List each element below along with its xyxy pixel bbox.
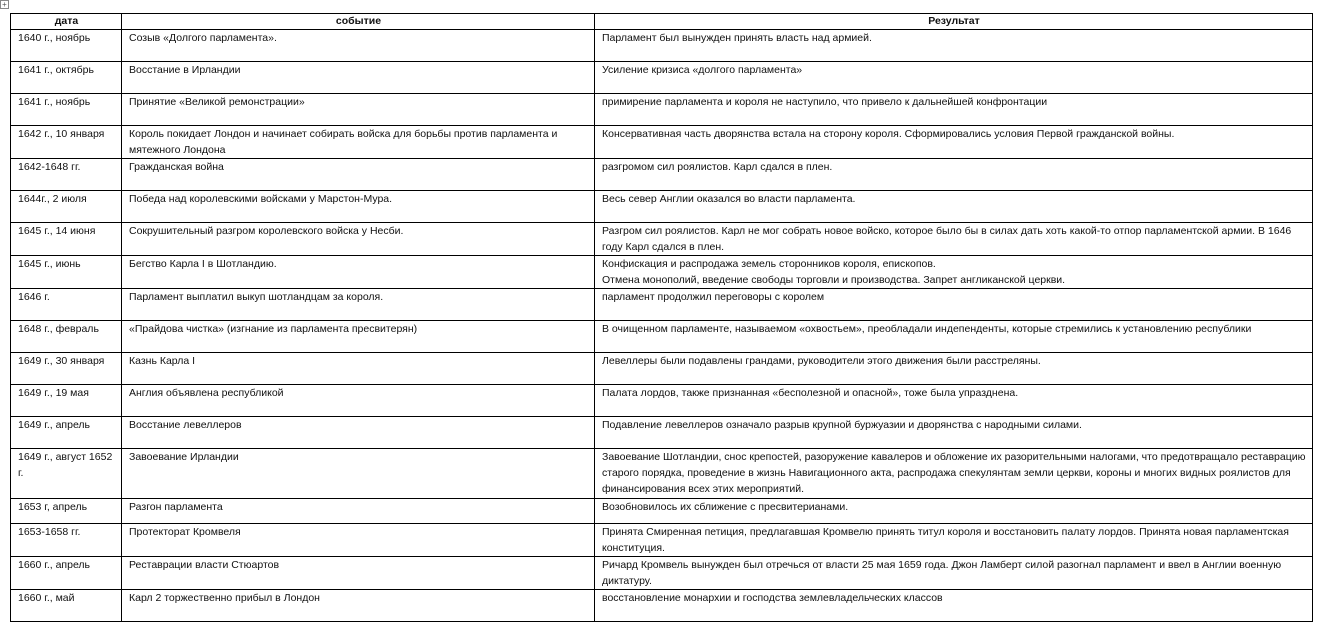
table-row [11, 223, 1313, 256]
cell-date: 1649 г., 19 мая [11, 385, 122, 417]
cell-result [595, 126, 1313, 159]
cell-result-line: Консервативная часть дворянства встала на сторону короля. Сформировались условия Первой гражданской войны. [602, 128, 1175, 140]
cell-date: 1649 г., 30 января [11, 353, 122, 385]
cell-result-line: парламент продолжил переговоры с королем [602, 291, 825, 303]
cell-result [595, 353, 1313, 385]
table-row [11, 256, 1313, 289]
cell-date: 1648 г., февраль [11, 321, 122, 353]
table-row [11, 159, 1313, 191]
table-row [11, 417, 1313, 449]
cell-result-line: разгромом сил роялистов. Карл сдался в плен. [602, 161, 833, 173]
cell-date: 1645 г., 14 июня [11, 223, 122, 256]
table-row [11, 30, 1313, 62]
cell-date: 1653-1658 гг. [11, 524, 122, 557]
cell-result-line: В очищенном парламенте, называемом «охвостьем», преобладали индепенденты, которые стремились к установлению республики [602, 323, 1252, 335]
cell-result-line: Парламент был вынужден принять власть над армией. [602, 32, 872, 44]
cell-result [595, 159, 1313, 191]
cell-event: Победа над королевскими войсками у Марстон-Мура. [122, 191, 595, 223]
cell-result [595, 256, 1313, 289]
cell-date: 1642-1648 гг. [11, 159, 122, 191]
cell-result-line: примирение парламента и короля не наступило, что привело к дальнейшей конфронтации [602, 96, 1048, 108]
history-table [10, 13, 1313, 622]
cell-result-line: Усиление кризиса «долгого парламента» [602, 64, 803, 76]
table-row [11, 449, 1313, 499]
cell-date: 1645 г., июнь [11, 256, 122, 289]
cell-event: Казнь Карла I [122, 353, 595, 385]
cell-event: Восстание в Ирландии [122, 62, 595, 94]
cell-result-line: Отмена монополий, введение свободы торговли и производства. Запрет англиканской церкви. [602, 274, 1066, 286]
column-header-date: дата [11, 14, 122, 30]
cell-event: «Прайдова чистка» (изгнание из парламента пресвитерян) [122, 321, 595, 353]
cell-event: Реставрации власти Стюартов [122, 557, 595, 590]
cell-date: 1646 г. [11, 289, 122, 321]
table-row [11, 62, 1313, 94]
table-row [11, 191, 1313, 223]
cell-event: Гражданская война [122, 159, 595, 191]
cell-result [595, 385, 1313, 417]
cell-event: Парламент выплатил выкуп шотландцам за короля. [122, 289, 595, 321]
cell-event: Король покидает Лондон и начинает собирать войска для борьбы против парламента и мятежного Лондона [122, 126, 595, 159]
cell-result [595, 417, 1313, 449]
cell-date: 1641 г., октябрь [11, 62, 122, 94]
cell-result-line: Ричард Кромвель вынужден был отречься от власти 25 мая 1659 года. Джон Ламберт силой разогнал парламент и ввел в Англии военную диктатуру. [602, 559, 1282, 587]
cell-result-line: Завоевание Шотландии, снос крепостей, разоружение кавалеров и обложение их разорительными налогами, что предотвращало реставрацию старого порядка, проведение в жизнь Навигационного акта, распродажа спекулянтам земли церкви, короны и многих видных роялистов для финансирования всех этих мероприятий. [602, 451, 1306, 495]
cell-date: 1640 г., ноябрь [11, 30, 122, 62]
cell-date: 1660 г., апрель [11, 557, 122, 590]
cell-event: Бегство Карла I в Шотландию. [122, 256, 595, 289]
cell-date: 1641 г., ноябрь [11, 94, 122, 126]
table-body [11, 30, 1313, 622]
table-row [11, 499, 1313, 524]
cell-result [595, 590, 1313, 622]
table-row [11, 385, 1313, 417]
cell-result-line: Весь север Англии оказался во власти парламента. [602, 193, 856, 205]
cell-event: Восстание левеллеров [122, 417, 595, 449]
cell-event: Сокрушительный разгром королевского войска у Несби. [122, 223, 595, 256]
table-row [11, 321, 1313, 353]
cell-result [595, 321, 1313, 353]
cell-result-line: Возобновилось их сближение с пресвитерианами. [602, 501, 849, 513]
cell-result [595, 289, 1313, 321]
cell-date: 1649 г., август 1652 г. [11, 449, 122, 499]
table-row [11, 557, 1313, 590]
cell-date: 1644г., 2 июля [11, 191, 122, 223]
cell-result [595, 499, 1313, 524]
cell-date: 1660 г., май [11, 590, 122, 622]
cell-result [595, 94, 1313, 126]
cell-result-line: Левеллеры были подавлены грандами, руководители этого движения были расстреляны. [602, 355, 1041, 367]
table-row [11, 94, 1313, 126]
cell-result-line: Подавление левеллеров означало разрыв крупной буржуазии и дворянства с народными силами. [602, 419, 1082, 431]
column-header-result: Результат [595, 14, 1313, 30]
cell-event: Разгон парламента [122, 499, 595, 524]
cell-result-line: Разгром сил роялистов. Карл не мог собрать новое войско, которое было бы в силах дать хоть какой-то отпор парламентской армии. В 1646 году Карл сдался в плен. [602, 225, 1292, 253]
table-row [11, 289, 1313, 321]
cell-event: Карл 2 торжественно прибыл в Лондон [122, 590, 595, 622]
cell-result-line: Палата лордов, также признанная «бесполезной и опасной», тоже была упразднена. [602, 387, 1019, 399]
cell-event: Созыв «Долгого парламента». [122, 30, 595, 62]
cell-date: 1642 г., 10 января [11, 126, 122, 159]
cell-date: 1653 г, апрель [11, 499, 122, 524]
table-row [11, 590, 1313, 622]
cell-result [595, 223, 1313, 256]
cell-event: Принятие «Великой ремонстрации» [122, 94, 595, 126]
cell-result [595, 524, 1313, 557]
cell-result-line: восстановление монархии и господства землевладельческих классов [602, 592, 943, 604]
cell-event: Англия объявлена республикой [122, 385, 595, 417]
table-row [11, 524, 1313, 557]
cell-result [595, 30, 1313, 62]
table-header-row [11, 14, 1313, 30]
table-row [11, 353, 1313, 385]
cell-result-line: Конфискация и распродажа земель сторонников короля, епископов. [602, 258, 936, 270]
cell-result [595, 557, 1313, 590]
cell-result [595, 449, 1313, 499]
column-header-event: событие [122, 14, 595, 30]
cell-result-line: Принята Смиренная петиция, предлагавшая Кромвелю принять титул короля и восстановить палату лордов. Принята новая парламентская конституция. [602, 526, 1289, 554]
move-cross-icon[interactable]: + [0, 0, 9, 9]
table-row [11, 126, 1313, 159]
cell-date: 1649 г., апрель [11, 417, 122, 449]
cell-event: Завоевание Ирландии [122, 449, 595, 499]
cell-result [595, 62, 1313, 94]
cell-event: Протекторат Кромвеля [122, 524, 595, 557]
cell-result [595, 191, 1313, 223]
